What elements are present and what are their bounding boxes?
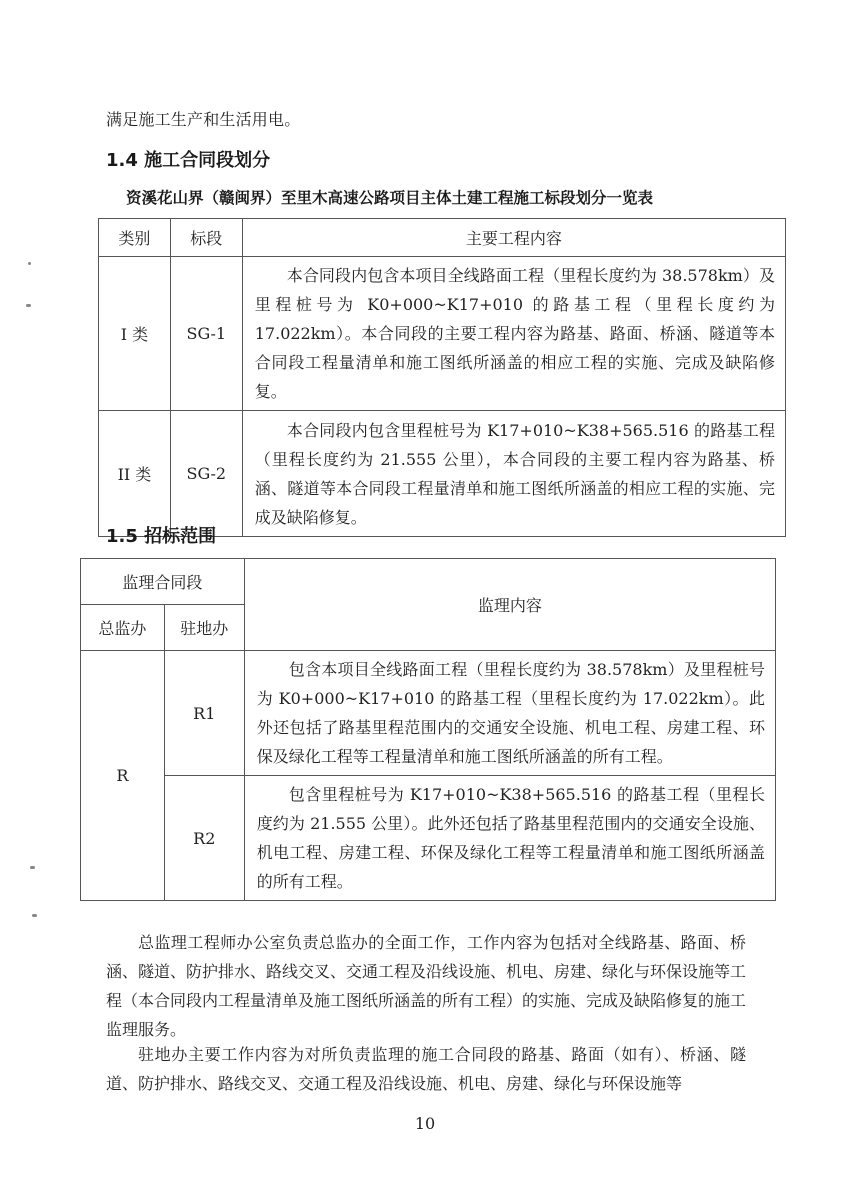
- header-lot: 标段: [170, 219, 242, 257]
- supervision-content-cell: 包含本项目全线路面工程（里程长度约为 38.578km）及里程桩号为 K0+000~K17+010 的路基工程（里程长度约为 17.022km）。此外还包括了路基里程范围内的交通安全设施、机电工程、房建工程、环保及绿化工程等工程量清单和施工图纸所涵盖的所有工程。: [244, 651, 775, 776]
- row-category: II 类: [99, 411, 171, 537]
- header-site-office: 驻地办: [164, 605, 244, 651]
- header-main-office: 总监办: [81, 605, 165, 651]
- table-row: [99, 411, 786, 537]
- table-row: [81, 651, 776, 776]
- scan-speck: [28, 262, 31, 265]
- header-category: 类别: [99, 219, 171, 257]
- header-supervision-content: 监理内容: [244, 559, 775, 651]
- intro-line: 满足施工生产和生活用电。: [106, 110, 301, 129]
- scan-speck: [26, 304, 31, 307]
- table-caption: 资溪花山界（赣闽界）至里木高速公路项目主体土建工程施工标段划分一览表: [126, 189, 654, 207]
- site-office-cell: R1: [164, 651, 244, 776]
- section-heading-1-4: 1.4 施工合同段划分: [106, 150, 271, 171]
- section-heading-1-5: 1.5 招标范围: [106, 526, 217, 547]
- row-content: 本合同段内包含本项目全线路面工程（里程长度约为 38.578km）及里程桩号为 K0+000~K17+010 的路基工程（里程长度约为 17.022km）。本合同段的主要工程内容为路基、路面、桥涵、隧道等本合同段工程量清单和施工图纸所涵盖的相应工程的实施、完成及缺陷修复。: [242, 257, 785, 411]
- body-paragraph: 总监理工程师办公室负责总监办的全面工作，工作内容为包括对全线路基、路面、桥涵、隧道、防护排水、路线交叉、交通工程及沿线设施、机电、房建、绿化与环保设施等工程（本合同段内工程量清单及施工图纸所涵盖的所有工程）的实施、完成及缺陷修复的施工监理服务。: [106, 933, 747, 1039]
- row-lot: SG-1: [170, 257, 242, 411]
- table-row: [99, 257, 786, 411]
- table-header-row: [81, 559, 776, 605]
- table-row: [81, 776, 776, 901]
- scan-speck: [30, 866, 35, 869]
- header-supervision-group: 监理合同段: [81, 559, 245, 605]
- scan-speck: [32, 914, 37, 917]
- page-number: 10: [414, 1114, 436, 1133]
- row-lot: SG-2: [170, 411, 242, 537]
- site-office-cell: R2: [164, 776, 244, 901]
- supervision-scope-table: [80, 558, 776, 901]
- supervision-content-cell: 包含里程桩号为 K17+010~K38+565.516 的路基工程（里程长度约为 21.555 公里）。此外还包括了路基里程范围内的交通安全设施、机电工程、房建工程、环保及绿化工程等工程量清单和施工图纸所涵盖的所有工程。: [244, 776, 775, 901]
- table-header-row: [99, 219, 786, 257]
- row-category: I 类: [99, 257, 171, 411]
- row-content: 本合同段内包含里程桩号为 K17+010~K38+565.516 的路基工程（里程长度约为 21.555 公里），本合同段的主要工程内容为路基、桥涵、隧道等本合同段工程量清单和施工图纸所涵盖的相应工程的实施、完成及缺陷修复。: [242, 411, 785, 537]
- main-office-cell: R: [81, 651, 165, 901]
- body-paragraph: 驻地办主要工作内容为对所负责监理的施工合同段的路基、路面（如有）、桥涵、隧道、防护排水、路线交叉、交通工程及沿线设施、机电、房建、绿化与环保设施等: [106, 1045, 746, 1093]
- contract-section-table: [98, 218, 786, 537]
- header-content: 主要工程内容: [242, 219, 785, 257]
